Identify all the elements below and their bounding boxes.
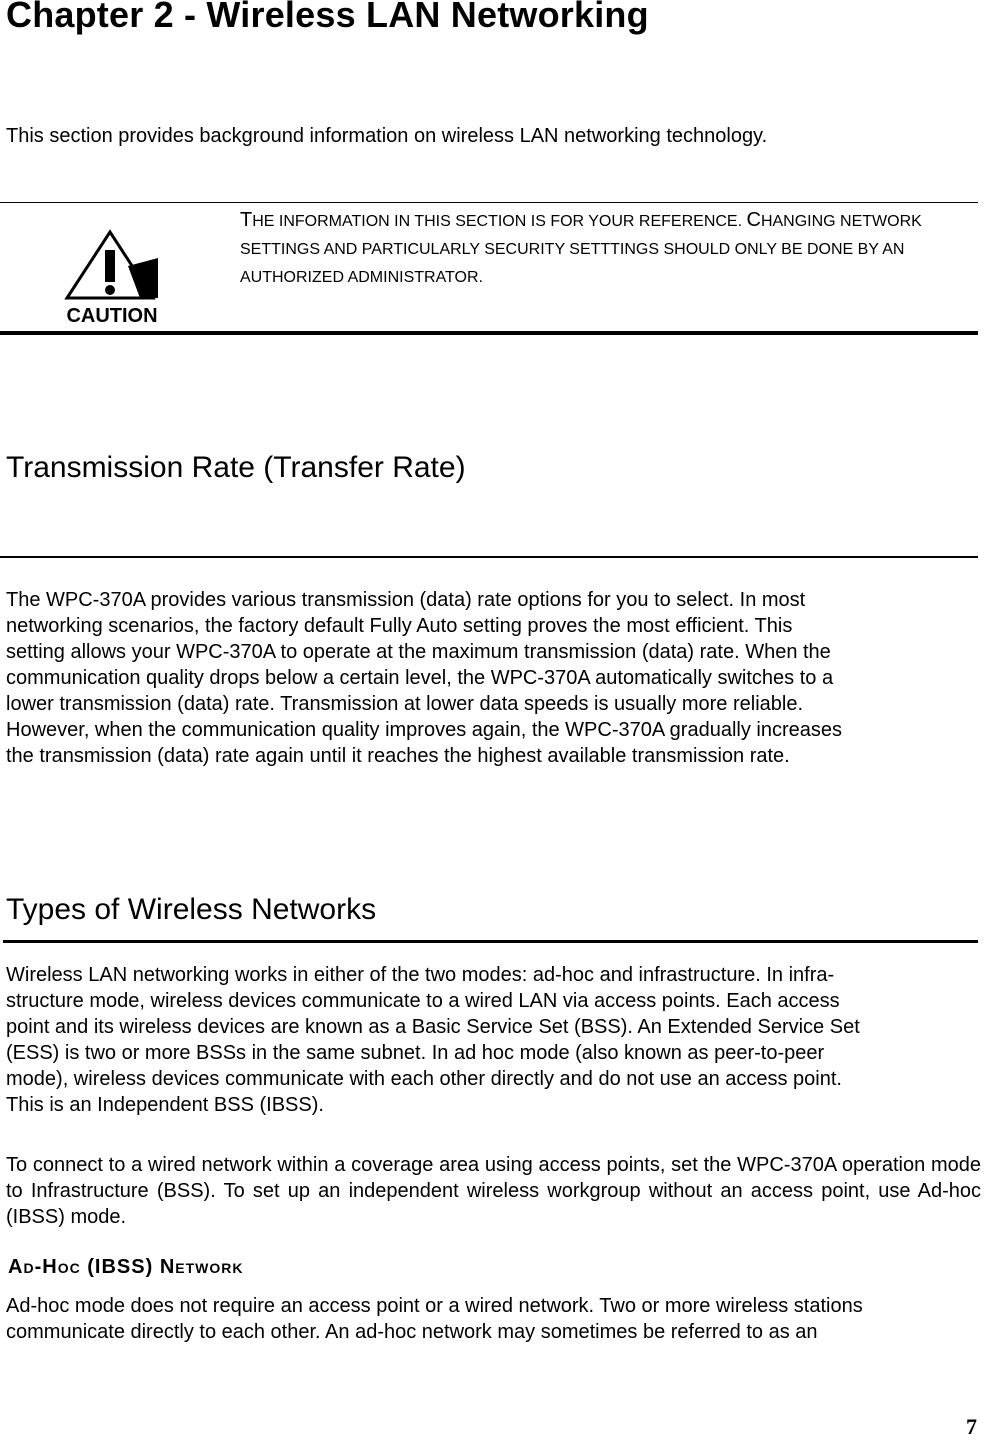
section-divider <box>0 556 978 558</box>
transmission-paragraph: The WPC-370A provides various transmission (data) rate options for you to select. In most networking scenarios, the factory default Fully Auto setting proves the most efficient. This setting allows your WPC-370A to operate at the maximum transmission (data) rate. When the communication quality drops below a certain level, the WPC-370A automatically switches to a lower transmission (data) rate. Transmission at lower data speeds is usually more reliable. However, when the communication quality improves again, the WPC-370A gradually increases the transmission (data) rate again until it reaches the highest available transmission rate. <box>6 589 842 767</box>
transmission-heading: Transmission Rate (Transfer Rate) <box>6 451 466 484</box>
intro-text: This section provides background information on wireless LAN networking technology. <box>6 125 768 147</box>
svg-text:CAUTION: CAUTION <box>66 305 158 327</box>
caution-top-rule <box>0 202 978 203</box>
caution-bottom-rule <box>0 331 978 335</box>
types-heading: Types of Wireless Networks <box>6 893 377 926</box>
caution-icon <box>60 228 175 328</box>
page-number: 7 <box>966 1414 977 1439</box>
adhoc-subheading: AD-HOC (IBSS) NETWORK <box>8 1256 244 1278</box>
types-paragraph-2: To connect to a wired network within a coverage area using access points, set the WPC-370A operation mode to Infrastructure (BSS). To set up an independent wireless workgroup without an access point, use Ad-hoc (IBSS) mode. <box>6 1154 981 1228</box>
types-heading-rule <box>3 940 978 943</box>
chapter-title: Chapter 2 - Wireless LAN Networking <box>6 0 649 35</box>
adhoc-paragraph: Ad-hoc mode does not require an access point or a wired network. Two or more wireless stations communicate directly to each other. An ad-hoc network may sometimes be referred to as an <box>6 1295 863 1343</box>
caution-text: THE INFORMATION IN THIS SECTION IS FOR YOUR REFERENCE. CHANGING NETWORK SETTINGS AND PARTICULARLY SECURITY SETTTINGS SHOULD ONLY BE DONE BY AN AUTHORIZED ADMINISTRATOR. <box>240 209 922 286</box>
types-paragraph-1: Wireless LAN networking works in either of the two modes: ad-hoc and infrastructure. In infra- structure mode, wireless devices communicate to a wired LAN via access points. Each access point and its wireless devices are known as a Basic Service Set (BSS). An Extended Service Set (ESS) is two or more BSSs in the same subnet. In ad hoc mode (also known as peer-to-peer mode), wireless devices communicate with each other directly and do not use an access point. This is an Independent BSS (IBSS). <box>6 964 860 1116</box>
